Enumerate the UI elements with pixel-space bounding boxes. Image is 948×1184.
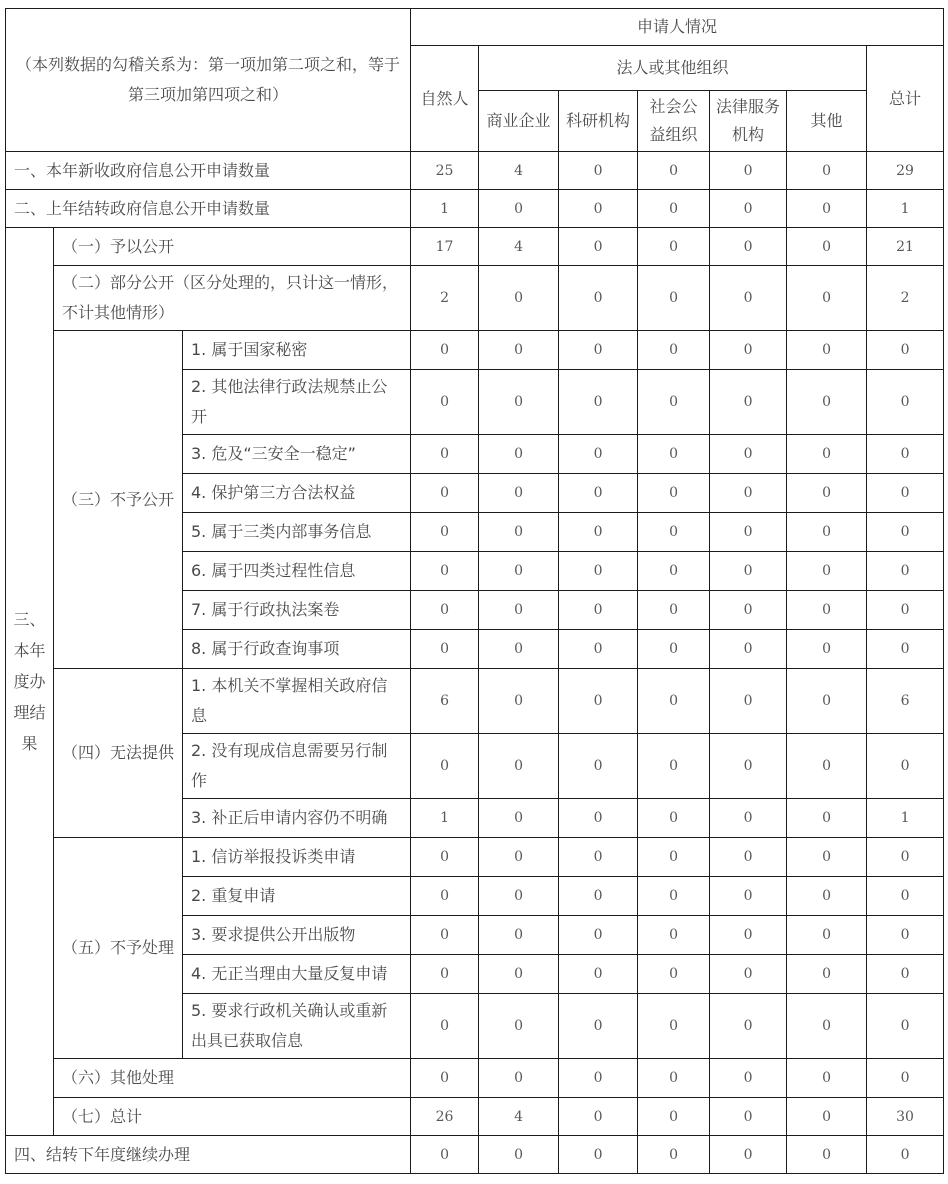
value-cell: 17 — [411, 228, 479, 266]
row-group-label-not-processed: （五）不予处理 — [54, 838, 183, 1059]
value-cell: 0 — [479, 838, 559, 877]
row-label-not-processed-2: 2. 重复申请 — [183, 877, 411, 916]
value-cell: 0 — [559, 1136, 638, 1174]
value-cell: 0 — [559, 190, 638, 228]
value-cell: 0 — [638, 331, 710, 370]
value-cell: 0 — [787, 877, 867, 916]
value-cell: 0 — [479, 370, 559, 435]
row-label-granted: （一）予以公开 — [54, 228, 411, 266]
value-cell: 0 — [787, 1098, 867, 1136]
value-cell: 0 — [638, 152, 710, 190]
row-label-subtotal: （七）总计 — [54, 1098, 411, 1136]
value-cell: 0 — [411, 1059, 479, 1098]
value-cell: 0 — [559, 266, 638, 331]
row-label-new-received: 一、本年新收政府信息公开申请数量 — [6, 152, 411, 190]
value-cell: 0 — [710, 152, 787, 190]
value-cell: 0 — [867, 994, 944, 1059]
value-cell: 0 — [710, 734, 787, 799]
value-cell: 0 — [559, 1059, 638, 1098]
value-cell: 0 — [787, 435, 867, 474]
value-cell: 0 — [411, 630, 479, 669]
value-cell: 0 — [479, 734, 559, 799]
value-cell: 0 — [867, 916, 944, 955]
value-cell: 0 — [710, 1059, 787, 1098]
value-cell: 0 — [638, 630, 710, 669]
value-cell: 0 — [638, 1059, 710, 1098]
value-cell: 0 — [638, 435, 710, 474]
value-cell: 0 — [710, 474, 787, 513]
value-cell: 0 — [479, 331, 559, 370]
value-cell: 0 — [787, 799, 867, 838]
value-cell: 0 — [559, 734, 638, 799]
value-cell: 21 — [867, 228, 944, 266]
row-label-unable-3: 3. 补正后申请内容仍不明确 — [183, 799, 411, 838]
value-cell: 0 — [479, 190, 559, 228]
value-cell: 0 — [710, 591, 787, 630]
value-cell: 0 — [867, 1136, 944, 1174]
value-cell: 0 — [559, 916, 638, 955]
value-cell: 0 — [479, 1136, 559, 1174]
value-cell: 0 — [479, 552, 559, 591]
value-cell: 0 — [559, 994, 638, 1059]
value-cell: 0 — [559, 630, 638, 669]
value-cell: 0 — [559, 838, 638, 877]
value-cell: 0 — [638, 994, 710, 1059]
value-cell: 0 — [710, 1098, 787, 1136]
value-cell: 0 — [411, 734, 479, 799]
col-header-public-welfare: 社会公益组织 — [638, 91, 710, 152]
value-cell: 0 — [710, 1136, 787, 1174]
value-cell: 0 — [479, 266, 559, 331]
value-cell: 0 — [559, 228, 638, 266]
value-cell: 0 — [638, 838, 710, 877]
value-cell: 0 — [787, 152, 867, 190]
value-cell: 0 — [787, 228, 867, 266]
col-header-legal-org: 法人或其他组织 — [479, 46, 867, 91]
value-cell: 0 — [638, 266, 710, 331]
row-label-refused-6: 6. 属于四类过程性信息 — [183, 552, 411, 591]
row-label-refused-8: 8. 属于行政查询事项 — [183, 630, 411, 669]
value-cell: 0 — [867, 1059, 944, 1098]
value-cell: 0 — [787, 994, 867, 1059]
value-cell: 0 — [411, 1136, 479, 1174]
col-header-natural-person: 自然人 — [411, 46, 479, 152]
value-cell: 0 — [867, 955, 944, 994]
value-cell: 0 — [867, 435, 944, 474]
value-cell: 0 — [638, 877, 710, 916]
value-cell: 0 — [411, 435, 479, 474]
value-cell: 0 — [479, 630, 559, 669]
value-cell: 1 — [867, 190, 944, 228]
value-cell: 0 — [710, 435, 787, 474]
value-cell: 0 — [787, 1059, 867, 1098]
value-cell: 0 — [479, 955, 559, 994]
value-cell: 0 — [559, 370, 638, 435]
reconciliation-note: （本列数据的勾稽关系为：第一项加第二项之和，等于第三项加第四项之和） — [6, 9, 411, 152]
value-cell: 0 — [479, 916, 559, 955]
value-cell: 0 — [559, 435, 638, 474]
value-cell: 0 — [411, 370, 479, 435]
value-cell: 1 — [411, 799, 479, 838]
value-cell: 4 — [479, 1098, 559, 1136]
value-cell: 6 — [867, 669, 944, 734]
value-cell: 0 — [638, 190, 710, 228]
value-cell: 0 — [787, 552, 867, 591]
value-cell: 2 — [867, 266, 944, 331]
value-cell: 0 — [710, 669, 787, 734]
value-cell: 0 — [867, 630, 944, 669]
value-cell: 0 — [787, 474, 867, 513]
value-cell: 0 — [710, 630, 787, 669]
value-cell: 0 — [710, 877, 787, 916]
value-cell: 0 — [411, 591, 479, 630]
value-cell: 0 — [479, 474, 559, 513]
value-cell: 0 — [867, 513, 944, 552]
value-cell: 0 — [411, 838, 479, 877]
value-cell: 0 — [479, 994, 559, 1059]
value-cell: 0 — [638, 228, 710, 266]
value-cell: 0 — [559, 552, 638, 591]
value-cell: 0 — [411, 877, 479, 916]
value-cell: 0 — [787, 266, 867, 331]
value-cell: 0 — [710, 552, 787, 591]
value-cell: 30 — [867, 1098, 944, 1136]
value-cell: 4 — [479, 228, 559, 266]
value-cell: 0 — [638, 955, 710, 994]
value-cell: 0 — [479, 669, 559, 734]
value-cell: 0 — [867, 838, 944, 877]
value-cell: 0 — [787, 955, 867, 994]
value-cell: 0 — [710, 228, 787, 266]
value-cell: 0 — [787, 331, 867, 370]
value-cell: 0 — [638, 513, 710, 552]
col-header-other: 其他 — [787, 91, 867, 152]
value-cell: 0 — [710, 916, 787, 955]
row-group-label-section3: 三、本年度办理结果 — [6, 228, 54, 1136]
row-label-refused-7: 7. 属于行政执法案卷 — [183, 591, 411, 630]
value-cell: 0 — [559, 513, 638, 552]
value-cell: 0 — [867, 591, 944, 630]
row-label-carried-over: 二、上年结转政府信息公开申请数量 — [6, 190, 411, 228]
value-cell: 0 — [787, 916, 867, 955]
row-label-unable-2: 2. 没有现成信息需要另行制作 — [183, 734, 411, 799]
value-cell: 0 — [411, 513, 479, 552]
value-cell: 0 — [787, 591, 867, 630]
value-cell: 0 — [710, 955, 787, 994]
value-cell: 0 — [710, 331, 787, 370]
value-cell: 0 — [638, 734, 710, 799]
info-disclosure-table — [5, 8, 944, 1174]
row-label-refused-3: 3. 危及“三安全一稳定” — [183, 435, 411, 474]
value-cell: 0 — [787, 734, 867, 799]
value-cell: 0 — [638, 370, 710, 435]
value-cell: 0 — [411, 955, 479, 994]
value-cell: 0 — [710, 838, 787, 877]
value-cell: 0 — [710, 190, 787, 228]
row-group-label-refused: （三）不予公开 — [54, 331, 183, 669]
col-header-applicant: 申请人情况 — [411, 9, 944, 46]
value-cell: 0 — [638, 552, 710, 591]
value-cell: 0 — [411, 331, 479, 370]
col-header-research: 科研机构 — [559, 91, 638, 152]
row-label-not-processed-1: 1. 信访举报投诉类申请 — [183, 838, 411, 877]
value-cell: 0 — [787, 370, 867, 435]
value-cell: 0 — [710, 266, 787, 331]
value-cell: 0 — [867, 331, 944, 370]
value-cell: 25 — [411, 152, 479, 190]
row-group-label-unable: （四）无法提供 — [54, 669, 183, 838]
value-cell: 0 — [479, 877, 559, 916]
value-cell: 0 — [867, 877, 944, 916]
row-label-not-processed-4: 4. 无正当理由大量反复申请 — [183, 955, 411, 994]
row-label-refused-4: 4. 保护第三方合法权益 — [183, 474, 411, 513]
value-cell: 0 — [559, 474, 638, 513]
value-cell: 0 — [638, 669, 710, 734]
value-cell: 0 — [559, 331, 638, 370]
row-label-not-processed-5: 5. 要求行政机关确认或重新出具已获取信息 — [183, 994, 411, 1059]
value-cell: 26 — [411, 1098, 479, 1136]
value-cell: 0 — [867, 552, 944, 591]
col-header-commercial: 商业企业 — [479, 91, 559, 152]
value-cell: 0 — [479, 799, 559, 838]
value-cell: 0 — [867, 734, 944, 799]
value-cell: 0 — [867, 370, 944, 435]
value-cell: 0 — [638, 1098, 710, 1136]
value-cell: 0 — [559, 591, 638, 630]
row-label-refused-1: 1. 属于国家秘密 — [183, 331, 411, 370]
value-cell: 0 — [479, 1059, 559, 1098]
value-cell: 0 — [787, 190, 867, 228]
value-cell: 0 — [867, 474, 944, 513]
value-cell: 0 — [559, 152, 638, 190]
value-cell: 0 — [638, 916, 710, 955]
value-cell: 0 — [411, 994, 479, 1059]
value-cell: 0 — [710, 994, 787, 1059]
value-cell: 0 — [411, 916, 479, 955]
value-cell: 0 — [638, 1136, 710, 1174]
value-cell: 29 — [867, 152, 944, 190]
row-label-not-processed-3: 3. 要求提供公开出版物 — [183, 916, 411, 955]
value-cell: 0 — [710, 370, 787, 435]
value-cell: 4 — [479, 152, 559, 190]
value-cell: 0 — [559, 1098, 638, 1136]
value-cell: 0 — [787, 838, 867, 877]
value-cell: 0 — [787, 630, 867, 669]
value-cell: 1 — [411, 190, 479, 228]
value-cell: 0 — [787, 1136, 867, 1174]
value-cell: 2 — [411, 266, 479, 331]
value-cell: 0 — [787, 669, 867, 734]
row-label-refused-5: 5. 属于三类内部事务信息 — [183, 513, 411, 552]
value-cell: 0 — [559, 955, 638, 994]
row-label-partial: （二）部分公开（区分处理的，只计这一情形，不计其他情形） — [54, 266, 411, 331]
col-header-legal-service: 法律服务机构 — [710, 91, 787, 152]
col-header-total: 总计 — [867, 46, 944, 152]
value-cell: 0 — [787, 513, 867, 552]
row-label-refused-2: 2. 其他法律行政法规禁止公开 — [183, 370, 411, 435]
value-cell: 0 — [411, 474, 479, 513]
value-cell: 0 — [479, 513, 559, 552]
value-cell: 0 — [479, 435, 559, 474]
value-cell: 0 — [638, 474, 710, 513]
value-cell: 0 — [411, 552, 479, 591]
row-label-other-handling: （六）其他处理 — [54, 1059, 411, 1098]
value-cell: 0 — [559, 669, 638, 734]
value-cell: 0 — [559, 799, 638, 838]
value-cell: 0 — [559, 877, 638, 916]
value-cell: 0 — [710, 513, 787, 552]
value-cell: 0 — [479, 591, 559, 630]
value-cell: 0 — [710, 799, 787, 838]
value-cell: 0 — [638, 591, 710, 630]
value-cell: 6 — [411, 669, 479, 734]
value-cell: 1 — [867, 799, 944, 838]
row-label-unable-1: 1. 本机关不掌握相关政府信息 — [183, 669, 411, 734]
row-label-next-year: 四、结转下年度继续办理 — [6, 1136, 411, 1174]
value-cell: 0 — [638, 799, 710, 838]
